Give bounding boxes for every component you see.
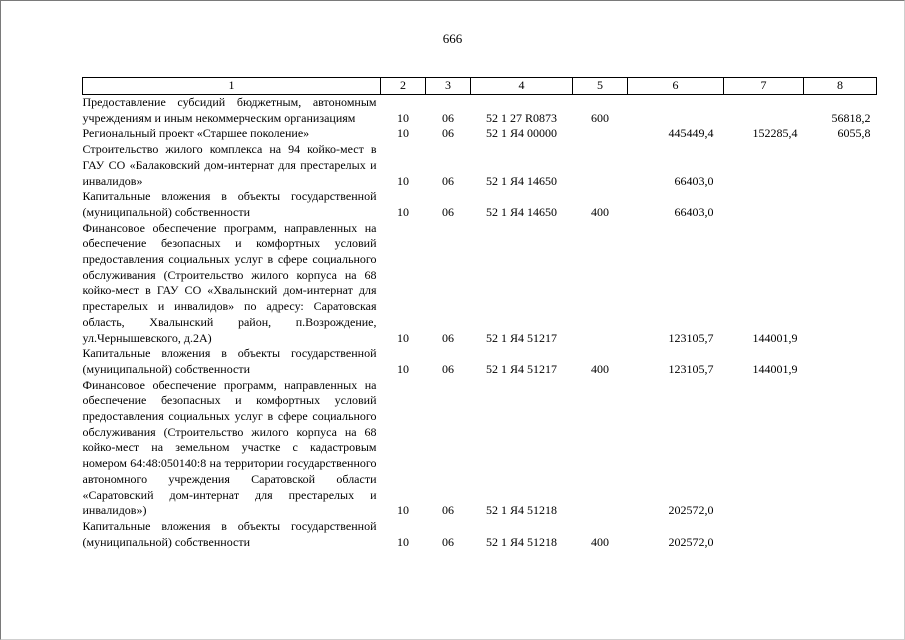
cell-target-article: 52 1 Я4 51217 (485, 361, 557, 376)
cell-amount-7 (724, 142, 804, 189)
cell-amount-8 (804, 189, 877, 220)
cell-target-article: 52 1 27 R0873 (485, 110, 557, 125)
cell-target-article: 52 1 Я4 00000 (485, 126, 557, 141)
cell-expense-type (573, 142, 628, 189)
cell-subsection: 06 (442, 173, 454, 188)
cell-amount-7 (724, 189, 804, 220)
cell-amount-6 (628, 95, 724, 127)
cell-section: 10 (397, 503, 409, 518)
cell-expense-type: 400 (591, 534, 609, 549)
row-name: Строительство жилого комплекса на 94 койко-мест в ГАУ СО «Балаковский дом-интернат для престарелых и инвалидов» (82, 142, 377, 188)
table-row (83, 378, 877, 519)
cell-amount-6: 66403,0 (674, 204, 714, 219)
cell-target-article: 52 1 Я4 51217 (485, 330, 557, 345)
column-header: 3 (426, 78, 471, 95)
cell-amount-8 (804, 221, 877, 347)
cell-expense-type (573, 221, 628, 347)
cell-amount-8: 6055,8 (837, 126, 871, 141)
budget-table (82, 77, 877, 550)
cell-section: 10 (397, 534, 409, 549)
table-row (83, 221, 877, 347)
column-header: 1 (83, 78, 381, 95)
table-row (83, 346, 877, 377)
cell-expense-type: 400 (591, 204, 609, 219)
table-row (83, 189, 877, 220)
cell-target-article: 52 1 Я4 14650 (485, 204, 557, 219)
cell-amount-6: 123105,7 (668, 361, 714, 376)
row-name: Капитальные вложения в объекты государственной (муниципальной) собственности (82, 518, 377, 549)
column-header: 8 (804, 78, 877, 95)
cell-amount-8 (804, 519, 877, 550)
row-name: Региональный проект «Старшее поколение» (82, 126, 310, 141)
cell-section: 10 (397, 173, 409, 188)
row-name: Капитальные вложения в объекты государственной (муниципальной) собственности (82, 189, 377, 219)
row-name: Предоставление субсидий бюджетным, автономным учреждениям и иным некоммерческим организациям (82, 95, 377, 125)
cell-amount-7: 144001,9 (752, 330, 798, 345)
column-header: 4 (471, 78, 573, 95)
cell-expense-type (573, 378, 628, 519)
cell-section: 10 (397, 361, 409, 376)
cell-section: 10 (397, 330, 409, 345)
column-header: 7 (724, 78, 804, 95)
table-row (83, 519, 877, 550)
column-header: 2 (381, 78, 426, 95)
cell-amount-6: 66403,0 (674, 173, 714, 188)
table-row (83, 142, 877, 189)
cell-amount-7 (724, 378, 804, 519)
cell-subsection: 06 (442, 503, 454, 518)
page-number: 666 (442, 31, 463, 46)
column-header: 6 (628, 78, 724, 95)
cell-section: 10 (397, 126, 409, 141)
cell-amount-6: 123105,7 (668, 330, 714, 345)
cell-subsection: 06 (442, 204, 454, 219)
table-row (83, 95, 877, 127)
cell-subsection: 06 (442, 361, 454, 376)
cell-amount-8 (804, 346, 877, 377)
cell-target-article: 52 1 Я4 51218 (485, 503, 557, 518)
cell-amount-6: 445449,4 (668, 126, 714, 141)
row-name: Капитальные вложения в объекты государственной (муниципальной) собственности (82, 346, 377, 376)
table-row (83, 126, 877, 142)
row-name: Финансовое обеспечение программ, направленных на обеспечение безопасных и комфортных условий предоставления социальных услуг в сфере социального обслуживания (Строительство жилого корпуса на 68 койко-мест в ГАУ СО «Хвалынский дом-интернат для престарелых и инвалидов» по адресу: Саратовская область, Хвалынский район, п.Возрождение, ул.Чернышевского, д.2А) (82, 220, 377, 345)
cell-amount-6: 202572,0 (668, 503, 714, 518)
cell-target-article: 52 1 Я4 14650 (485, 173, 557, 188)
row-name: Финансовое обеспечение программ, направленных на обеспечение безопасных и комфортных условий предоставления социальных услуг в сфере социального обслуживания (Строительство жилого корпуса на 68 койко-мест на земельном участке с кадастровым номером 64:48:050140:8 на территории государственного автономного учреждения Саратовской области «Саратовский дом-интернат для престарелых и инвалидов») (82, 377, 377, 518)
cell-section: 10 (397, 110, 409, 125)
cell-target-article: 52 1 Я4 51218 (485, 534, 557, 549)
cell-expense-type: 600 (591, 110, 609, 125)
cell-subsection: 06 (442, 110, 454, 125)
cell-amount-6: 202572,0 (668, 534, 714, 549)
cell-expense-type (573, 126, 628, 142)
column-header: 5 (573, 78, 628, 95)
cell-subsection: 06 (442, 126, 454, 141)
cell-amount-7 (724, 95, 804, 127)
cell-amount-7: 144001,9 (752, 361, 798, 376)
cell-section: 10 (397, 204, 409, 219)
cell-amount-8: 56818,2 (831, 110, 871, 125)
cell-subsection: 06 (442, 330, 454, 345)
cell-expense-type: 400 (591, 361, 609, 376)
cell-amount-8 (804, 142, 877, 189)
cell-amount-7: 152285,4 (752, 126, 798, 141)
cell-subsection: 06 (442, 534, 454, 549)
cell-amount-7 (724, 519, 804, 550)
table-header-row (83, 78, 877, 95)
cell-amount-8 (804, 378, 877, 519)
